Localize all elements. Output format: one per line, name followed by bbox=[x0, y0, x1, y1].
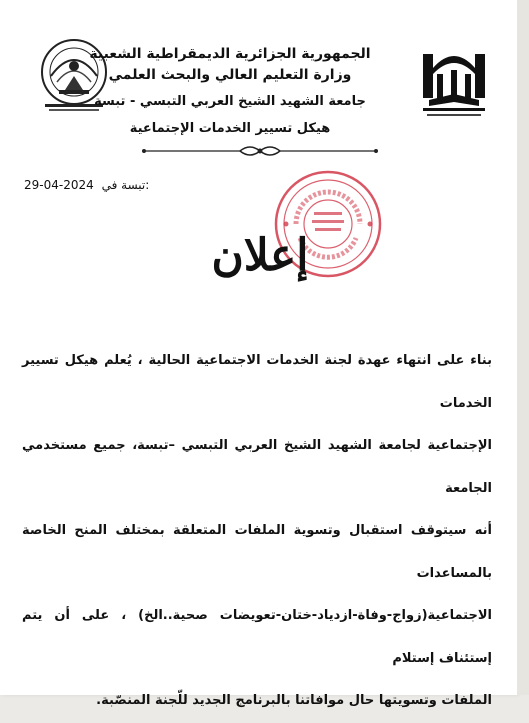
background-edge bbox=[517, 0, 529, 695]
body-line: أنه سيتوقف استقبال وتسوية الملفات المتعلقة بمختلف المنح الخاصة بالمساعدات bbox=[22, 523, 492, 581]
body-line: بناء على انتهاء عهدة لجنة الخدمات الاجتماعية الحالية ، يُعلم هيكل تسيير الخدمات bbox=[22, 353, 492, 411]
announcement-body bbox=[22, 340, 492, 723]
announcement-title: إعلان bbox=[211, 230, 309, 281]
header-republic: الجمهورية الجزائرية الديمقراطية الشعبية bbox=[89, 46, 371, 62]
body-line: الملفات وتسويتها حال موافاتنا بالبرنامج الجديد للّجنة المنصّبة. bbox=[96, 693, 492, 708]
header-department: هيكل تسيير الخدمات الإجتماعية bbox=[129, 121, 331, 136]
header-ministry: وزارة التعليم العالي والبحث العلمي bbox=[108, 67, 352, 83]
university-logo bbox=[419, 44, 489, 124]
header-university: جامعة الشهيد الشيخ العربي التبسي - تبسة bbox=[94, 94, 366, 109]
date-value: 29-04-2024 bbox=[24, 178, 94, 192]
body-line: الاجتماعية(زواج-وفاة-ازدياد-ختان-تعويضات صحية..الخ) ، على أن يتم إستئناف إستلام bbox=[22, 608, 492, 666]
header-divider-ornament bbox=[140, 143, 380, 159]
document-date bbox=[24, 178, 149, 192]
body-line: الإجتماعية لجامعة الشهيد الشيخ العربي التبسي –تبسة، جميع مستخدمي الجامعة bbox=[22, 438, 492, 496]
date-label: تبسة في: bbox=[101, 178, 150, 192]
